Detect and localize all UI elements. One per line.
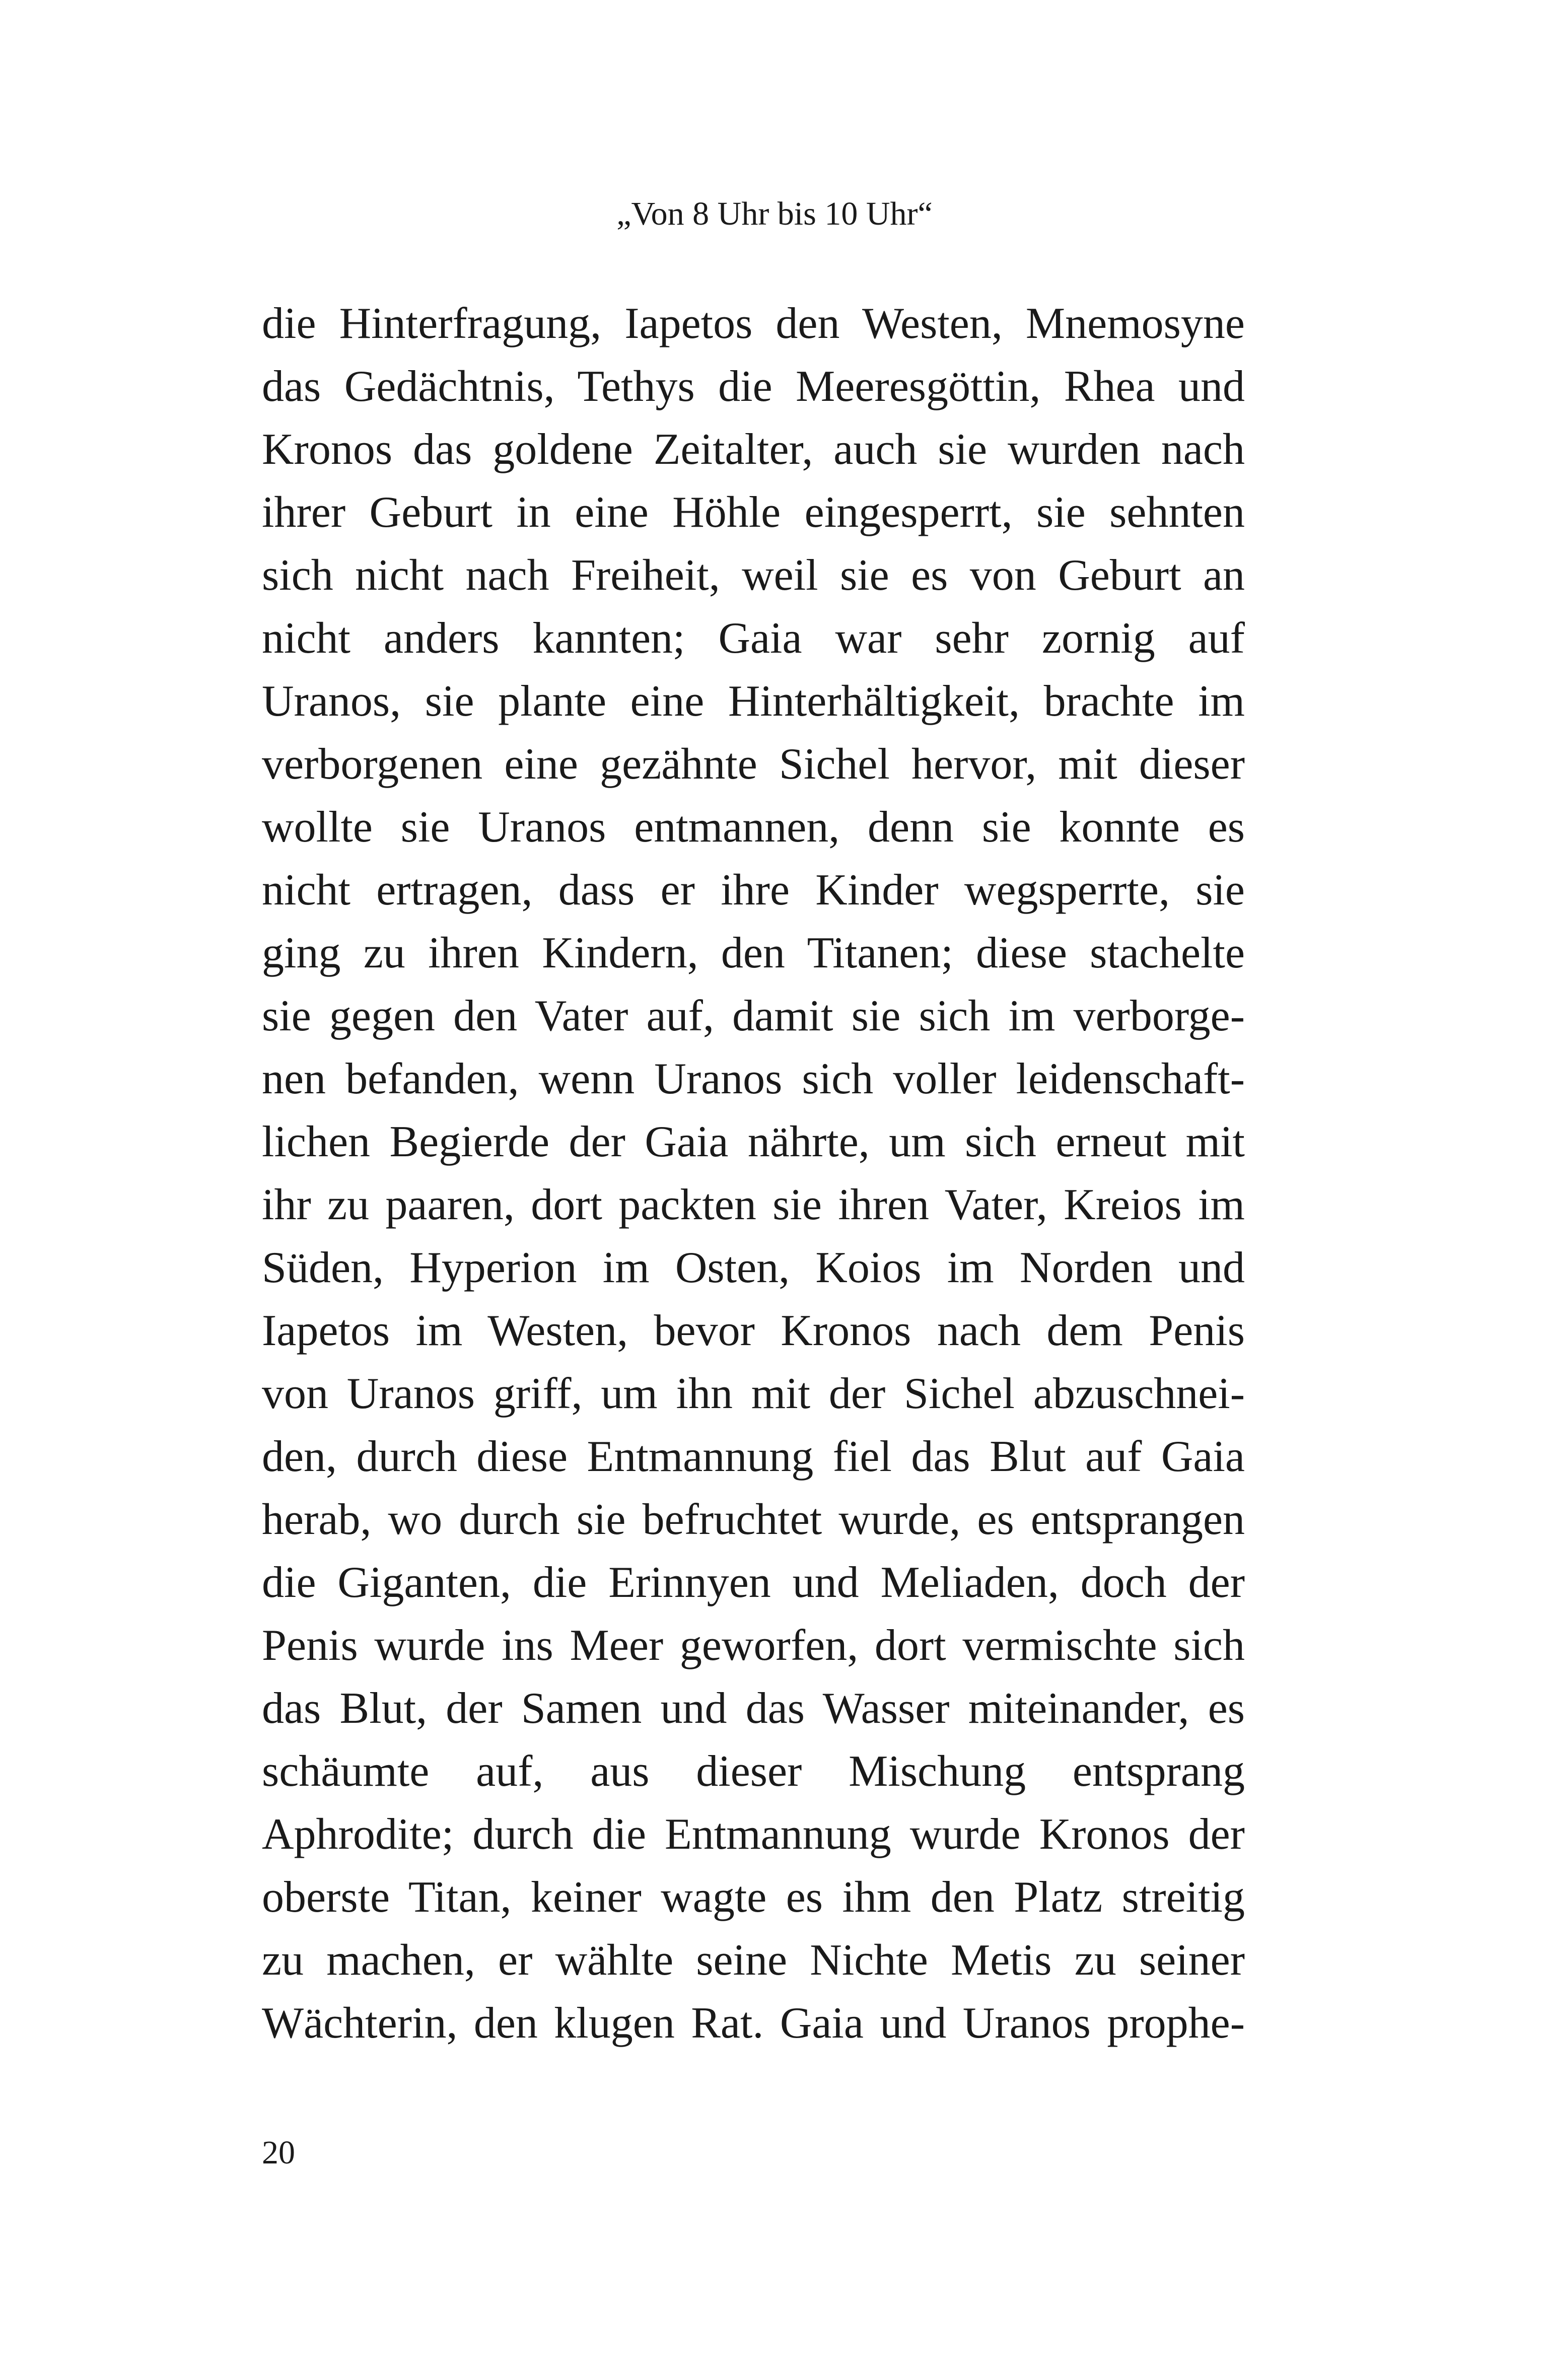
text-line: sich nicht nach Freiheit, weil sie es von Geburt an [262,551,1245,600]
text-line: oberste Titan, keiner wagte es ihm den Platz streitig [262,1873,1245,1922]
text-line: die Hinterfragung, Iapetos den Westen, Mnemosyne [262,299,1245,348]
text-line: verborgenen eine gezähnte Sichel hervor, mit dieser [262,740,1245,789]
body-text [262,292,1245,2055]
page-number: 20 [262,2134,295,2171]
text-line: Wächterin, den klugen Rat. Gaia und Uranos prophe- [262,1999,1245,2048]
text-line: Süden, Hyperion im Osten, Koios im Norden und [262,1243,1245,1292]
text-line: nicht ertragen, dass er ihre Kinder wegsperrte, sie [262,866,1245,915]
text-line: Kronos das goldene Zeitalter, auch sie wurden nach [262,425,1245,474]
text-line: Penis wurde ins Meer geworfen, dort vermischte sich [262,1621,1245,1670]
text-line: die Giganten, die Erinnyen und Meliaden, doch der [262,1558,1245,1607]
text-line: Iapetos im Westen, bevor Kronos nach dem Penis [262,1306,1245,1355]
text-line: nen befanden, wenn Uranos sich voller leidenschaft- [262,1055,1245,1103]
running-header: „Von 8 Uhr bis 10 Uhr“ [616,195,933,232]
text-line: den, durch diese Entmannung fiel das Blut auf Gaia [262,1432,1245,1481]
text-line: lichen Begierde der Gaia nährte, um sich erneut mit [262,1117,1245,1166]
text-line: zu machen, er wählte seine Nichte Metis zu seiner [262,1936,1245,1985]
text-line: Uranos, sie plante eine Hinterhältigkeit, brachte im [262,677,1245,726]
text-line: ihrer Geburt in eine Höhle eingesperrt, sie sehnten [262,488,1245,537]
text-line: schäumte auf, aus dieser Mischung entsprang [262,1747,1245,1796]
text-line: ging zu ihren Kindern, den Titanen; diese stachelte [262,929,1245,977]
text-line: das Blut, der Samen und das Wasser miteinander, es [262,1684,1245,1733]
text-line: das Gedächtnis, Tethys die Meeresgöttin, Rhea und [262,362,1245,411]
text-line: ihr zu paaren, dort packten sie ihren Vater, Kreios im [262,1180,1245,1229]
text-line: wollte sie Uranos entmannen, denn sie konnte es [262,803,1245,852]
text-line: Aphrodite; durch die Entmannung wurde Kronos der [262,1810,1245,1859]
text-line: von Uranos griff, um ihn mit der Sichel abzuschnei- [262,1369,1245,1418]
text-line: herab, wo durch sie befruchtet wurde, es entsprangen [262,1495,1245,1544]
text-line: nicht anders kannten; Gaia war sehr zornig auf [262,614,1245,663]
text-line: sie gegen den Vater auf, damit sie sich im verborge- [262,992,1245,1040]
